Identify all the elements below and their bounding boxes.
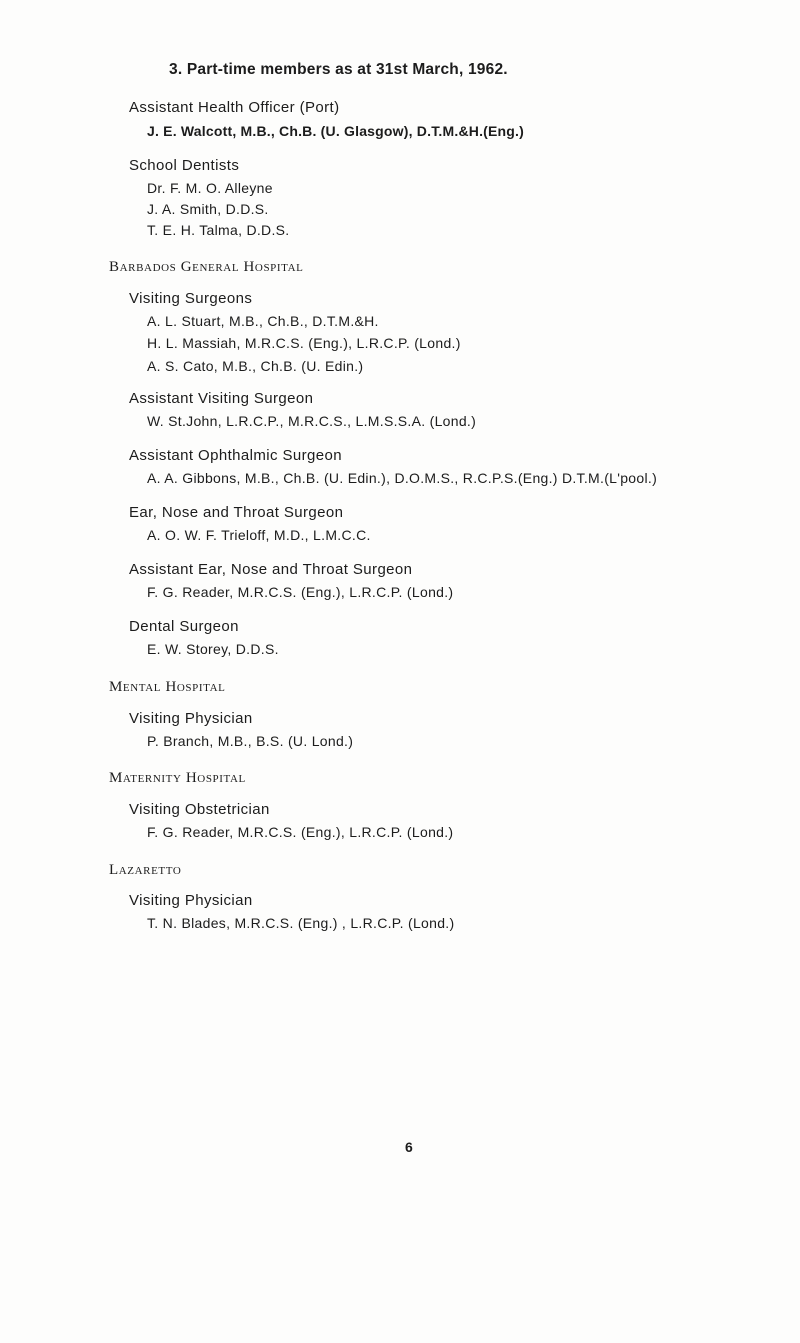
section-title-general-hospital: Barbados General Hospital <box>109 259 304 275</box>
role-assistant-ent-surgeon: Assistant Ear, Nose and Throat Surgeon <box>129 561 413 578</box>
role-visiting-physician-mental: Visiting Physician <box>129 710 253 727</box>
role-school-dentists: School Dentists <box>129 157 240 174</box>
role-ent-surgeon: Ear, Nose and Throat Surgeon <box>129 504 344 521</box>
page-number: 6 <box>405 1139 413 1155</box>
name-gibbons: A. A. Gibbons, M.B., Ch.B. (U. Edin.), D.O.M.S., R.C.P.S.(Eng.) D.T.M.(L'pool.) <box>147 470 658 486</box>
name-alleyne: Dr. F. M. O. Alleyne <box>147 180 273 196</box>
section-title-mental-hospital: Mental Hospital <box>109 679 226 695</box>
role-assistant-visiting-surgeon: Assistant Visiting Surgeon <box>129 390 314 407</box>
name-reader-maternity: F. G. Reader, M.R.C.S. (Eng.), L.R.C.P. (Lond.) <box>147 824 454 840</box>
role-visiting-obstetrician: Visiting Obstetrician <box>129 801 270 818</box>
name-cato: A. S. Cato, M.B., Ch.B. (U. Edin.) <box>147 358 364 374</box>
name-blades: T. N. Blades, M.R.C.S. (Eng.) , L.R.C.P. (Lond.) <box>147 915 455 931</box>
name-stuart: A. L. Stuart, M.B., Ch.B., D.T.M.&H. <box>147 313 379 329</box>
name-massiah: H. L. Massiah, M.R.C.S. (Eng.), L.R.C.P. (Lond.) <box>147 335 461 351</box>
section-title-lazaretto: Lazaretto <box>109 862 182 878</box>
name-branch: P. Branch, M.B., B.S. (U. Lond.) <box>147 733 354 749</box>
role-dental-surgeon: Dental Surgeon <box>129 618 239 635</box>
name-smith: J. A. Smith, D.D.S. <box>147 201 269 217</box>
page-heading: 3. Part-time members as at 31st March, 1962. <box>169 61 508 78</box>
name-talma: T. E. H. Talma, D.D.S. <box>147 222 290 238</box>
name-storey: E. W. Storey, D.D.S. <box>147 641 279 657</box>
name-trieloff: A. O. W. F. Trieloff, M.D., L.M.C.C. <box>147 527 371 543</box>
section-title-maternity-hospital: Maternity Hospital <box>109 770 246 786</box>
name-st-john: W. St.John, L.R.C.P., M.R.C.S., L.M.S.S.A. (Lond.) <box>147 413 477 429</box>
role-assistant-ophthalmic-surgeon: Assistant Ophthalmic Surgeon <box>129 447 342 464</box>
name-walcott: J. E. Walcott, M.B., Ch.B. (U. Glasgow), D.T.M.&H.(Eng.) <box>147 123 525 139</box>
role-assistant-health-officer-port: Assistant Health Officer (Port) <box>129 99 340 116</box>
role-visiting-surgeons: Visiting Surgeons <box>129 290 253 307</box>
name-reader: F. G. Reader, M.R.C.S. (Eng.), L.R.C.P. (Lond.) <box>147 584 454 600</box>
role-visiting-physician-lazaretto: Visiting Physician <box>129 892 253 909</box>
